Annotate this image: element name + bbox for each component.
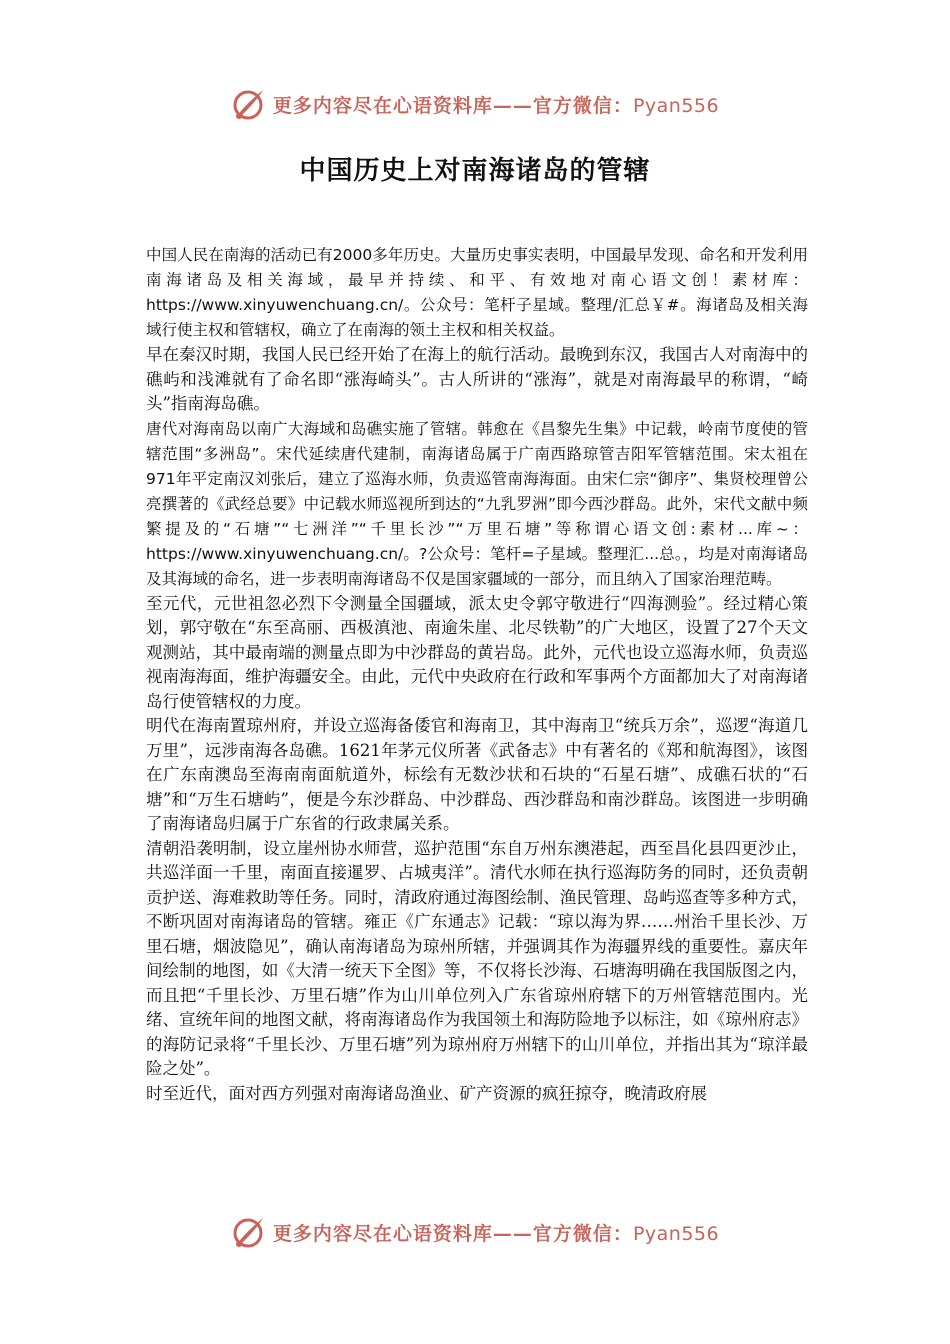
brush-logo-icon <box>231 1214 267 1250</box>
banner-separator: —— <box>492 94 533 117</box>
banner-separator: —— <box>492 1222 533 1245</box>
paragraph-intro: 中国人民在南海的活动已有2000多年历史。大量历史事实表明，中国最早发现、命名和开发利用南海诸岛及相关海域，最早并持续、和平、有效地对南心语文创！素材库：https://www.xinyuwenchuang.cn/。公众号：笔杆子星域。整理/汇总￥#。海诸岛及相关海域行使主权和管辖权，确立了在南海的领土主权和相关权益。 <box>146 246 808 339</box>
banner-label: 官方微信： <box>532 94 633 117</box>
banner-text <box>273 91 719 118</box>
paragraph-qing: 清朝沿袭明制，设立崖州协水师营，巡护范围“东自万州东澳港起，西至昌化县四更沙止，共巡洋面一千里，南面直接暹罗、占城夷洋”。清代水师在执行巡海防务的同时，还负责朝贡护送、海难救助等任务。同时，清政府通过海图绘制、渔民管理、岛屿巡查等多种方式，不断巩固对南海诸岛的管辖。雍正《广东通志》记载：“琼以海为界……州治千里长沙、万里石塘，烟波隐见”，确认南海诸岛为琼州所辖，并强调其作为海疆界线的重要性。嘉庆年间绘制的地图，如《大清一统天下全图》等，不仅将长沙海、石塘海明确在我国版图之内，而且把“千里长沙、万里石塘”作为山川单位列入广东省琼州府辖下的万州管辖范围内。光绪、宣统年间的地图文献，将南海诸岛作为我国领土和海防险地予以标注，如《琼州府志》的海防记录将“千里长沙、万里石塘”列为琼州府万州辖下的山川单位，并指出其为“琼洋最险之处”。 <box>146 838 808 1078</box>
document-body <box>146 243 808 1106</box>
paragraph-tang-song: 唐代对海南岛以南广大海域和岛礁实施了管辖。韩愈在《昌黎先生集》中记载，岭南节度使的管辖范围“多洲岛”。宋代延续唐代建制，南海诸岛属于广南西路琼管吉阳军管辖范围。宋太祖在971年平定南汉刘张后，建立了巡海水师，负责巡管南海海面。由宋仁宗“御序”、集贤校理曾公亮撰著的《武经总要》中记载水师巡视所到达的“九乳罗洲”即今西沙群岛。此外，宋代文献中频繁提及的“石塘”“七洲洋”“千里长沙”“万里石塘”等称谓心语文创:素材...库~：https://www.xinyuwenchuang.cn/。?公众号：笔杆=子星域。整理汇...总。，均是对南海诸岛及其海域的命名，进一步表明南海诸岛不仅是国家疆域的一部分，而且纳入了国家治理范畴。 <box>146 419 808 588</box>
footer-banner <box>0 1210 950 1254</box>
banner-wechat-id: Pyan556 <box>632 94 720 117</box>
banner-label: 官方微信： <box>532 1222 633 1245</box>
paragraph-modern: 时至近代，面对西方列强对南海诸岛渔业、矿产资源的疯狂掠夺，晚清政府展 <box>146 1083 707 1103</box>
banner-wechat-id: Pyan556 <box>632 1222 720 1245</box>
brush-logo-icon <box>231 86 267 122</box>
banner-text <box>273 1219 719 1246</box>
header-banner <box>0 82 950 126</box>
banner-title: 更多内容尽在心语资料库 <box>272 94 493 117</box>
paragraph-qin-han: 早在秦汉时期，我国人民已经开始了在海上的航行活动。最晚到东汉，我国古人对南海中的礁屿和浅滩就有了命名即“涨海崎头”。古人所讲的“涨海”，就是对南海最早的称谓，“崎头”指南海岛礁。 <box>146 345 808 413</box>
paragraph-yuan: 至元代，元世祖忽必烈下令测量全国疆域，派太史令郭守敬进行“四海测验”。经过精心策划，郭守敬在“东至高丽、西极滇池、南逾朱崖、北尽铁勒”的广大地区，设置了27个天文观测站，其中最南端的测量点即为中沙群岛的黄岩岛。此外，元代也设立巡海水师，负责巡视南海海面，维护海疆安全。由此，元代中央政府在行政和军事两个方面都加大了对南海诸岛行使管辖权的力度。 <box>146 593 808 711</box>
document-title: 中国历史上对南海诸岛的管辖 <box>299 156 651 186</box>
banner-title: 更多内容尽在心语资料库 <box>272 1222 493 1245</box>
paragraph-ming: 明代在海南置琼州府，并设立巡海备倭官和海南卫，其中海南卫“统兵万余”，巡逻“海道几万里”，远涉南海各岛礁。1621年茅元仪所著《武备志》中有著名的《郑和航海图》，该图在广东南澳岛至海南南面航道外，标绘有无数沙状和石块的“石星石塘”、成礁石状的“石塘”和“万生石塘屿”，便是今东沙群岛、中沙群岛、西沙群岛和南沙群岛。该图进一步明确了南海诸岛归属于广东省的行政隶属关系。 <box>146 716 808 833</box>
